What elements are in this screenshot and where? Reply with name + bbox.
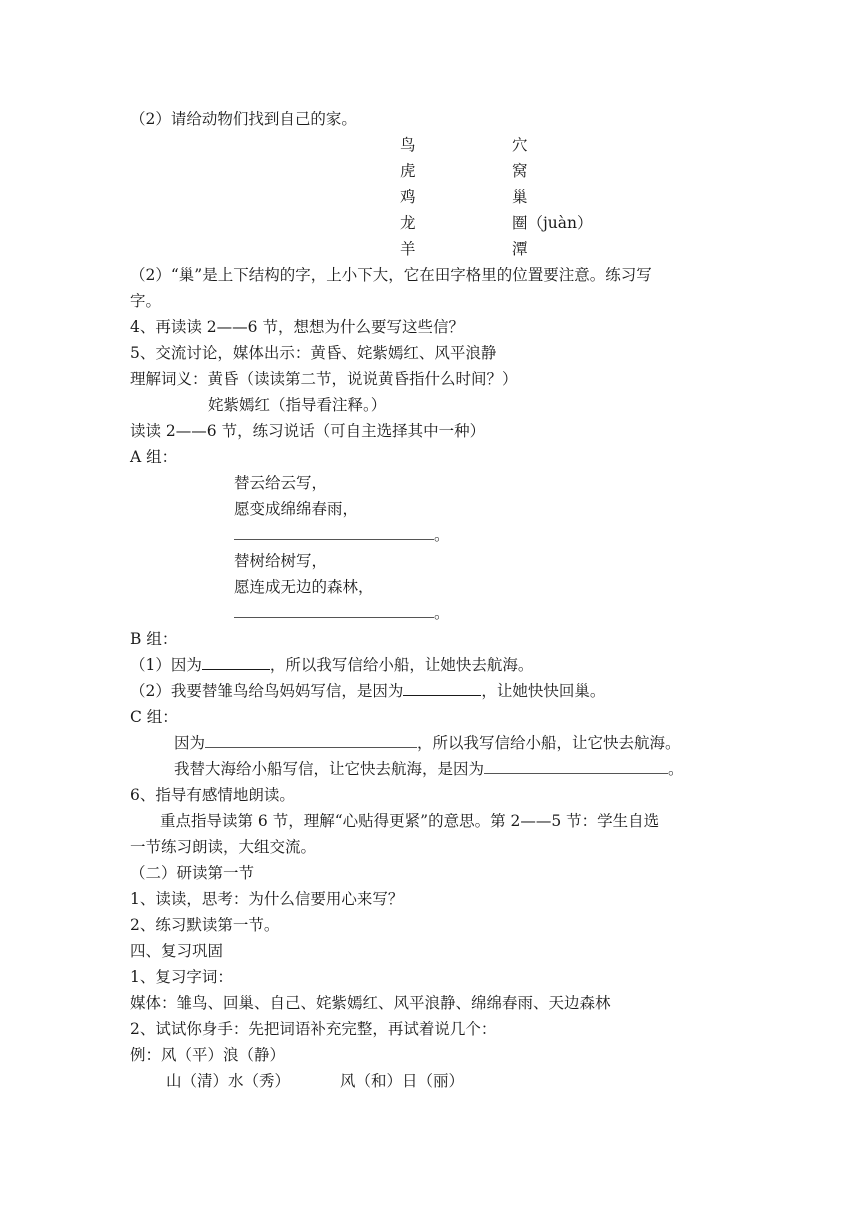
vocab-understanding: 理解词义：黄昏（读读第二节，说说黄昏指什么时间？）: [130, 370, 518, 388]
section-review: 四、复习巩固: [130, 942, 224, 960]
review-step-1: 1、复习字词：: [130, 968, 233, 986]
speaking-practice: 读读 2——6 节，练习说话（可自主选择其中一种）: [130, 422, 486, 440]
group-b-label: B 组：: [130, 630, 178, 648]
group-a-line: 替云给云写，: [234, 474, 328, 492]
group-b-item-2: （2）我要替雏鸟给鸟妈妈写信，是因为 ，让她快快回巢。: [130, 682, 606, 700]
pair-animal: 鸟: [400, 136, 416, 154]
study-step-1: 1、读读，思考：为什么信要用心来写？: [130, 890, 404, 908]
group-a-line: 愿连成无边的森林，: [234, 578, 374, 596]
group-a-line: 愿变成绵绵春雨，: [234, 500, 359, 518]
reading-guidance-cont: 一节练习朗读，大组交流。: [130, 838, 317, 856]
review-media: 媒体：雏鸟、回巢、自己、姹紫嫣红、风平浪静、绵绵春雨、天边森林: [130, 994, 611, 1012]
chao-character-note-cont: 字。: [130, 292, 162, 310]
group-c-item-1: 因为 ，所以我写信给小船，让它快去航海。: [174, 734, 681, 752]
chao-character-note: （2）“巢”是上下结构的字，上小下大，它在田字格里的位置要注意。练习写: [130, 266, 652, 284]
group-a-blank-line: 。: [234, 522, 450, 548]
group-a-label: A 组：: [130, 448, 178, 466]
section-study-first: （二）研读第一节: [130, 864, 255, 882]
step-6: 6、指导有感情地朗读。: [130, 786, 295, 804]
group-a-blank-line: 。: [234, 600, 450, 626]
example-word: 山（清）水（秀）: [166, 1072, 291, 1090]
pair-home: 圈（juàn）: [512, 214, 593, 232]
pair-animal: 虎: [400, 162, 416, 180]
study-step-2: 2、练习默读第一节。: [130, 916, 280, 934]
example-word: 风（和）日（丽）: [340, 1072, 465, 1090]
pair-home: 穴: [512, 136, 528, 154]
fill-blank[interactable]: [202, 655, 270, 670]
fill-blank[interactable]: [403, 681, 481, 696]
fill-blank[interactable]: [205, 733, 417, 748]
fill-blank[interactable]: [484, 759, 668, 774]
fill-blank[interactable]: [234, 525, 434, 540]
pair-animal: 龙: [400, 214, 416, 232]
task-find-homes: （2）请给动物们找到自己的家。: [130, 110, 357, 128]
fill-blank[interactable]: [234, 603, 434, 618]
example-line: 例：风（平）浪（静）: [130, 1046, 286, 1064]
pair-animal: 羊: [400, 240, 416, 258]
step-5: 5、交流讨论，媒体出示：黄昏、姹紫嫣红、风平浪静: [130, 344, 497, 362]
vocab-item: 姹紫嫣红（指导看注释。）: [208, 396, 387, 414]
step-4: 4、再读读 2——6 节，想想为什么要写这些信？: [130, 318, 464, 336]
group-b-item-1: （1）因为 ，所以我写信给小船，让她快去航海。: [130, 656, 534, 674]
pair-home: 巢: [512, 188, 528, 206]
group-c-item-2: 我替大海给小船写信，让它快去航海，是因为 。: [174, 760, 684, 778]
reading-guidance: 重点指导读第 6 节，理解“心贴得更紧”的意思。第 2——5 节：学生自选: [160, 812, 660, 830]
group-c-label: C 组：: [130, 708, 178, 726]
pair-home: 潭: [512, 240, 528, 258]
pair-animal: 鸡: [400, 188, 416, 206]
pair-home: 窝: [512, 162, 528, 180]
review-step-2: 2、试试你身手：先把词语补充完整，再试着说几个：: [130, 1020, 497, 1038]
group-a-line: 替树给树写，: [234, 552, 328, 570]
